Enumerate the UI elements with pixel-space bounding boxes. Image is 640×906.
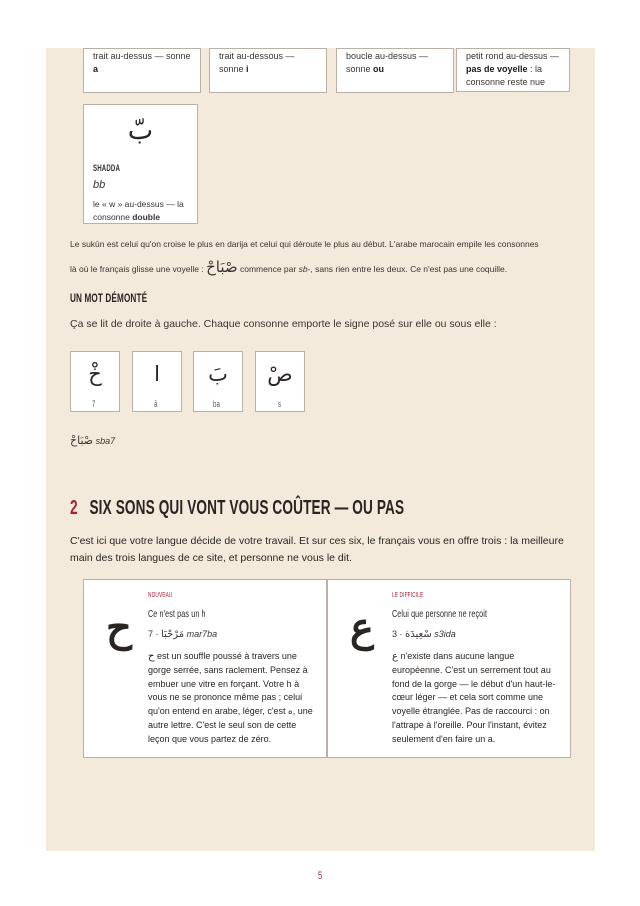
- shadda-desc: [93, 198, 188, 224]
- sukun-arabic-word: صْبَاحْ: [206, 258, 238, 276]
- sound-body-text: est un souffle poussé à travers une gorge serrée, sans raclement. Pensez à embuer une vitre en forçant. Votre h à vous ne se prononce même pas ; celui qu'on entend en arabe, léger, c'est ه, une autre lettre. C'est le seul son de cette leçon que vous partez de zéro.: [148, 651, 313, 744]
- letter-arabic: ا: [154, 362, 160, 386]
- sound-title: Ce n'est pas un h: [148, 608, 206, 620]
- letter-card: [255, 351, 305, 412]
- sound-example-num: 3 ·: [392, 629, 406, 639]
- vowel-card-text: boucle au-dessus — sonne: [346, 51, 429, 74]
- page-panel: [46, 48, 595, 851]
- vowel-card-text: petit rond au-dessus —: [466, 51, 560, 61]
- letter-latin: ba: [212, 399, 220, 409]
- sound-card-ayn: [327, 579, 571, 758]
- sound-body-arabic: ع: [392, 651, 398, 662]
- sound-body: [148, 650, 316, 747]
- sound-card-ha: [83, 579, 327, 758]
- word-section-title: [70, 291, 183, 305]
- sukun-text-italic: sb-: [298, 264, 311, 274]
- vowel-card-text: trait au-dessous — sonne: [219, 51, 295, 74]
- letter-latin: ā: [154, 399, 158, 409]
- assembled-word: [70, 434, 115, 447]
- letter-card: [132, 351, 182, 412]
- vowel-card-damma: [336, 48, 454, 93]
- sound-example-arabic: سْعِيدَة: [405, 629, 432, 640]
- section-title: SIX SONS QUI VONT VOUS COÛTER — OU PAS: [89, 497, 405, 519]
- section-2-heading: [70, 497, 561, 523]
- letter-arabic: بَ: [208, 362, 228, 386]
- word-section-title-text: UN MOT DÉMONTÉ: [70, 291, 148, 305]
- sound-body: [392, 650, 560, 747]
- sukun-text-c: , sans rien entre les deux. Ce n'est pas une coquille.: [310, 264, 508, 274]
- vowel-card-text: trait au-dessus — sonne: [93, 51, 191, 61]
- sound-example-latin: mar7ba: [186, 629, 218, 639]
- vowel-card-sound: ou: [373, 64, 385, 74]
- sound-tag: LE DIFFICILE: [392, 592, 424, 599]
- page-number: 5: [317, 870, 323, 882]
- letter-arabic: خْ: [88, 362, 102, 386]
- shadda-letter: بّ: [127, 115, 154, 146]
- assembled-word-arabic: صْبَاحْ: [70, 434, 94, 447]
- sukun-text-a: là où le français glisse une voyelle :: [70, 264, 207, 274]
- sound-example: [148, 629, 217, 640]
- sound-body-arabic: ح: [148, 651, 155, 662]
- sukun-paragraph-line1: Le sukūn est celui qu'on croise le plus en darija et celui qui déroute le plus au début. L'arabe marocain empile les consonnes: [70, 239, 539, 249]
- sound-letter: ع: [350, 604, 374, 651]
- vowel-card-sound: i: [246, 64, 249, 74]
- assembled-word-latin: sba7: [95, 436, 116, 446]
- shadda-translit: bb: [93, 179, 106, 191]
- letter-latin: s: [277, 399, 281, 409]
- vowel-card-sound: a: [93, 64, 99, 74]
- sound-letter: ح: [106, 604, 132, 651]
- vowel-card-fatha: [83, 48, 201, 93]
- letter-latin: 7: [92, 399, 96, 409]
- section-number: 2: [70, 497, 78, 519]
- sukun-paragraph-line2: [70, 258, 580, 276]
- shadda-name: SHADDA: [93, 163, 120, 173]
- sound-example-latin: s3ida: [434, 629, 456, 639]
- vowel-card-sukun: [456, 48, 570, 92]
- sound-body-text: n'existe dans aucune langue européenne. C'est un serrement tout au fond de la gorge — le début d'un haut-le-cœur léger — et cela sort comme une voyelle étranglée. Pas de raccourci : on l'attrape à l'oreille. Pour l'instant, évitez seulement d'en faire un a.: [392, 651, 556, 744]
- section-2-intro: C'est ici que votre langue décide de votre travail. Et sur ces six, le français vous en offre trois : la meilleure main des trois langues de ce site, et personne ne vous le dit.: [70, 535, 564, 564]
- letter-card: [70, 351, 120, 412]
- vowel-card-kasra: [209, 48, 327, 93]
- sukun-text-b: commence par: [237, 264, 299, 274]
- shadda-card: [83, 104, 198, 224]
- shadda-desc-text: le « w » au-dessus — la consonne: [93, 199, 184, 222]
- shadda-desc-bold: double: [132, 212, 161, 222]
- letter-arabic: صْ: [267, 362, 293, 386]
- sound-example-arabic: مَرْحْبَا: [161, 629, 185, 640]
- sound-example: [392, 629, 456, 640]
- sound-title: Celui que personne ne reçoit: [392, 608, 488, 620]
- letter-card: [193, 351, 243, 412]
- sound-tag: NOUVEAU: [148, 592, 173, 599]
- word-section-intro: Ça se lit de droite à gauche. Chaque consonne emporte le signe posé sur elle ou sous elle :: [70, 318, 497, 330]
- sound-example-num: 7 ·: [148, 629, 162, 639]
- vowel-card-sound: pas de voyelle: [466, 64, 528, 74]
- vowel-card-tail: : la consonne reste nue: [466, 64, 546, 87]
